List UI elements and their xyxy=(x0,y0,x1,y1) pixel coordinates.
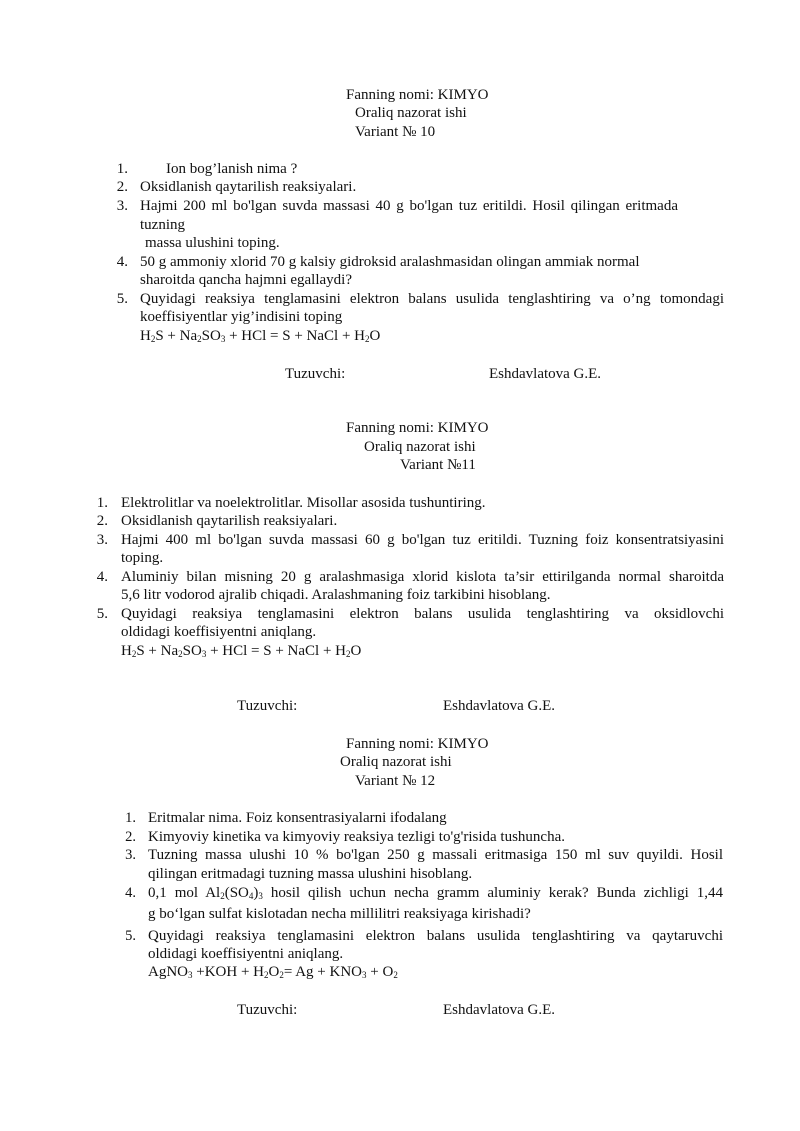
item-text-cont: massa ulushini toping. xyxy=(145,235,280,251)
variant-title: Variant № 12 xyxy=(355,773,436,789)
item-text: Eritmalar nima. Foiz konsentrasiyalarni ifodalang xyxy=(148,810,447,826)
item-number: 5. xyxy=(125,928,136,944)
item-text-cont: g bo‘lgan sulfat kislotadan necha millilitri reaksiyaga kirishadi? xyxy=(148,906,531,922)
item-text: Quyidagi reaksiya tenglamasini elektron balans usulida tenglashtiring va qaytaruvchi xyxy=(148,928,723,944)
exam-title: Oraliq nazorat ishi xyxy=(355,105,467,121)
item-text: Elektrolitlar va noelektrolitlar. Misollar asosida tushuntiring. xyxy=(121,495,486,511)
item-number: 3. xyxy=(116,198,128,214)
variant-title: Variant № 10 xyxy=(355,124,436,140)
item-number: 3. xyxy=(96,532,108,548)
subject-title: Fanning nomi: KIMYO xyxy=(346,420,489,436)
item-number: 2. xyxy=(116,179,128,195)
reaction-equation: $H_2S + Na_2SO_3$ + HCl = S + NaCl + $H_2O$ xyxy=(140,328,381,344)
item-text: Oksidlanish qaytarilish reaksiyalari. xyxy=(140,179,357,195)
author-label: Tuzuvchi: xyxy=(237,1002,298,1018)
item-text-cont: oldidagi koeffisiyentni aniqlang. xyxy=(121,624,317,640)
author-label: Tuzuvchi: xyxy=(237,698,298,714)
item-text: Oksidlanish qaytarilish reaksiyalari. xyxy=(121,513,338,529)
item-text-cont: tuzning xyxy=(140,217,185,233)
item-number: 5. xyxy=(116,291,128,307)
author-name: Eshdavlatova G.E. xyxy=(443,1002,556,1018)
item-number: 1. xyxy=(96,495,108,511)
author-name: Eshdavlatova G.E. xyxy=(489,366,602,382)
author-name: Eshdavlatova G.E. xyxy=(443,698,556,714)
item-text-cont: qilingan eritmadagi tuzning massa ulushini hisoblang. xyxy=(148,866,473,882)
item-text: Quyidagi reaksiya tenglamasini elektron balans usulida tenglashtiring va oksidlovchi xyxy=(121,606,724,622)
item-number: 4. xyxy=(125,885,136,901)
item-text-cont: 5,6 litr vodorod ajralib chiqadi. Aralashmaning foiz tarkibini hisoblang. xyxy=(121,587,551,603)
item-number: 4. xyxy=(96,569,108,585)
item-text-cont: oldidagi koeffisiyentni aniqlang. xyxy=(148,946,344,962)
item-number: 2. xyxy=(96,513,108,529)
author-label: Tuzuvchi: xyxy=(285,366,346,382)
exam-title: Oraliq nazorat ishi xyxy=(364,439,476,455)
item-text: Ion bog’lanish nima ? xyxy=(166,161,298,177)
variant-title: Variant №11 xyxy=(400,457,476,473)
item-text: Hajmi 400 ml bo'lgan suvda massasi 60 g bo'lgan tuz eritildi. Tuzning foiz konsentratsiyasini xyxy=(121,532,724,548)
item-text: Aluminiy bilan misning 20 g aralashmasiga xlorid kislota ta’sir ettirilganda normal sharoitda xyxy=(121,569,724,585)
item-text-cont: sharoitda qancha hajmni egallaydi? xyxy=(140,272,352,288)
item-number: 2. xyxy=(125,829,136,845)
item-text: 0,1 mol $Al_2(SO_4)_3$ hosil qilish uchun necha gramm aluminiy kerak? Bunda zichligi 1,44 xyxy=(148,885,723,901)
subject-title: Fanning nomi: KIMYO xyxy=(346,736,489,752)
item-text: Tuzning massa ulushi 10 % bo'lgan 250 g massali eritmasiga 150 ml suv quyildi. Hosil xyxy=(148,847,723,863)
reaction-equation: $H_2S + Na_2SO_3$ + HCl = S + NaCl + $H_2O$ xyxy=(121,643,362,659)
item-number: 3. xyxy=(125,847,136,863)
item-number: 1. xyxy=(125,810,136,826)
item-number: 4. xyxy=(116,254,128,270)
item-text-cont: toping. xyxy=(121,550,164,566)
subject-title: Fanning nomi: KIMYO xyxy=(346,87,489,103)
item-text: Quyidagi reaksiya tenglamasini elektron balans usulida tenglashtiring va o’ng tomondagi xyxy=(140,291,724,307)
item-text: 50 g ammoniy xlorid 70 g kalsiy gidroksid aralashmasidan olingan ammiak normal xyxy=(140,254,640,270)
item-text: Hajmi 200 ml bo'lgan suvda massasi 40 g bo'lgan tuz eritildi. Hosil qilingan eritmada xyxy=(140,198,678,214)
item-text: Kimyoviy kinetika va kimyoviy reaksiya tezligi to'g'risida tushuncha. xyxy=(148,829,565,845)
exam-title: Oraliq nazorat ishi xyxy=(340,754,452,770)
item-text-cont: koeffisiyentlar yig’indisini toping xyxy=(140,309,343,325)
reaction-equation: AgNO$_3$ $+KOH + H_2O_2= Ag + KNO_3 + O_2$ xyxy=(148,964,398,980)
item-number: 1. xyxy=(116,161,128,177)
item-number: 5. xyxy=(96,606,108,622)
